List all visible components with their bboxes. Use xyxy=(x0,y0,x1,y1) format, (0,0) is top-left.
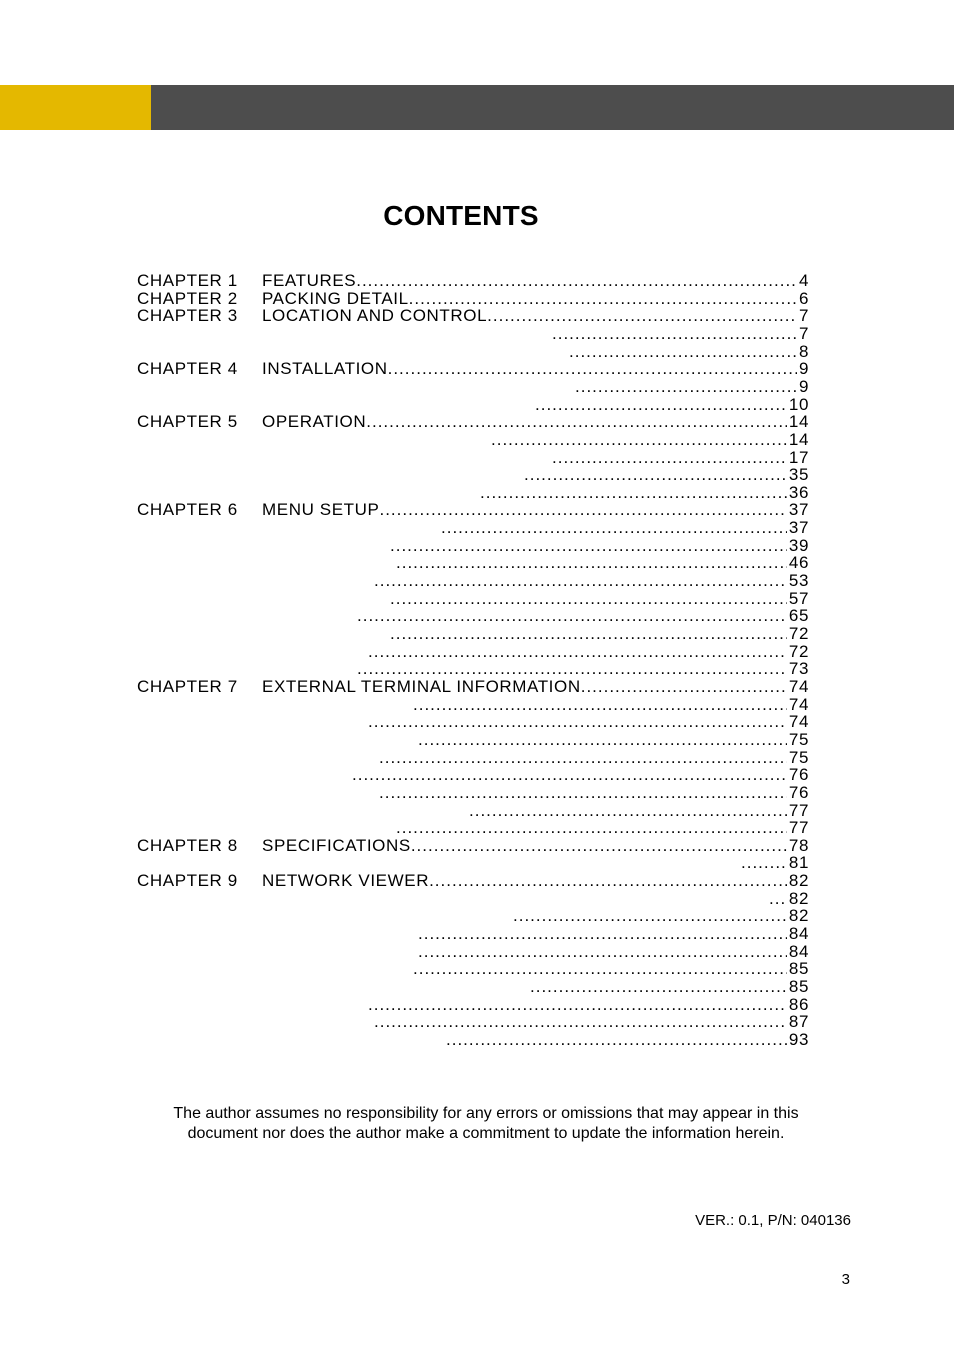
toc-page-number: 36 xyxy=(788,482,809,502)
toc-title: PACKING DETAIL xyxy=(262,288,409,308)
toc-page-number: 81 xyxy=(788,853,809,873)
toc-page-number: 35 xyxy=(788,465,809,485)
toc-page-number: 77 xyxy=(788,818,809,838)
toc-chapter-label: CHAPTER 2 xyxy=(137,288,238,308)
toc-entry[interactable] xyxy=(137,307,809,325)
toc-dot-leader xyxy=(368,996,787,1014)
toc-chapter-label: CHAPTER 6 xyxy=(137,500,238,520)
toc-page-number: 87 xyxy=(788,1012,809,1032)
toc-page-number: 86 xyxy=(788,994,809,1014)
toc-dot-leader xyxy=(366,413,787,431)
disclaimer xyxy=(120,1104,852,1144)
toc-page-number: 85 xyxy=(788,977,809,996)
toc-entry[interactable] xyxy=(352,766,809,784)
toc-page-number: 8 xyxy=(798,341,809,361)
toc-dot-leader xyxy=(487,307,797,325)
toc-dot-leader xyxy=(357,660,787,678)
toc-page-number: 82 xyxy=(788,871,809,891)
toc-title: MENU SETUP xyxy=(262,500,380,520)
toc-page-number: 57 xyxy=(788,588,809,608)
toc-entry[interactable] xyxy=(396,554,809,572)
toc-page-number: 82 xyxy=(788,888,809,908)
toc-chapter-label: CHAPTER 7 xyxy=(137,676,238,696)
toc-dot-leader xyxy=(441,519,787,537)
toc-dot-leader xyxy=(513,907,787,925)
toc-dot-leader xyxy=(379,749,787,767)
toc-dot-leader xyxy=(569,343,797,361)
toc-dot-leader xyxy=(491,431,787,449)
toc-entry[interactable] xyxy=(390,625,809,643)
toc-page-number: 74 xyxy=(788,712,809,732)
toc-entry[interactable] xyxy=(368,713,809,731)
toc-page-number: 77 xyxy=(788,800,809,820)
page-number: 3 xyxy=(841,1271,850,1288)
toc-page-number: 84 xyxy=(788,924,809,944)
toc-chapter-label: CHAPTER 4 xyxy=(137,359,238,379)
toc-entry[interactable] xyxy=(769,890,809,908)
toc-dot-leader xyxy=(352,766,787,784)
version-info: VER.: 0.1, P/N: 040136 xyxy=(695,1212,851,1229)
toc-dot-leader xyxy=(429,872,787,890)
toc-page-number: 46 xyxy=(788,553,809,573)
toc-page-number: 93 xyxy=(788,1029,809,1049)
toc-page-number: 6 xyxy=(798,288,809,308)
toc-dot-leader xyxy=(413,696,787,714)
toc-dot-leader xyxy=(418,943,787,961)
toc-page-number: 14 xyxy=(788,412,809,432)
toc-title: NETWORK VIEWER xyxy=(262,871,430,891)
toc-page-number: 82 xyxy=(788,906,809,926)
toc-entry[interactable] xyxy=(137,413,809,431)
toc-entry[interactable] xyxy=(396,819,809,837)
toc-entry[interactable] xyxy=(374,1013,809,1031)
toc-entry[interactable] xyxy=(491,431,809,449)
toc-entry[interactable] xyxy=(552,449,809,467)
toc-page-number: 78 xyxy=(788,835,809,855)
toc-page-number: 53 xyxy=(788,571,809,591)
toc-page-number: 65 xyxy=(788,606,809,626)
toc-dot-leader xyxy=(446,1031,787,1049)
toc-title: SPECIFICATIONS xyxy=(262,835,411,855)
disclaimer-line: document nor does the author make a commitment to update the information herein. xyxy=(187,1125,785,1142)
toc-entry[interactable] xyxy=(374,572,809,590)
toc-dot-leader xyxy=(368,713,787,731)
toc-entry[interactable] xyxy=(741,854,809,872)
toc-dot-leader xyxy=(552,449,787,467)
toc-chapter-label: CHAPTER 3 xyxy=(137,306,238,326)
toc-dot-leader xyxy=(581,678,787,696)
toc-entry[interactable] xyxy=(575,378,809,396)
toc-page-number: 10 xyxy=(788,394,809,414)
toc-entry[interactable] xyxy=(530,978,809,996)
toc-dot-leader xyxy=(374,1013,787,1031)
toc-dot-leader xyxy=(530,978,787,996)
toc-entry[interactable] xyxy=(368,643,809,661)
toc-page-number: 7 xyxy=(798,306,809,326)
toc-dot-leader xyxy=(396,554,787,572)
toc-entry[interactable] xyxy=(137,272,809,290)
toc-entry[interactable] xyxy=(368,996,809,1014)
toc-entry[interactable] xyxy=(418,925,809,943)
toc-entry[interactable] xyxy=(524,466,809,484)
toc-page-number: 14 xyxy=(788,429,809,449)
toc-page-number: 76 xyxy=(788,765,809,785)
toc-dot-leader xyxy=(390,625,787,643)
toc-dot-leader xyxy=(480,484,787,502)
toc-page-number: 39 xyxy=(788,535,809,555)
toc-dot-leader xyxy=(741,854,787,872)
toc-title: INSTALLATION xyxy=(262,359,388,379)
toc-dot-leader xyxy=(418,925,787,943)
toc-page-number: 9 xyxy=(798,376,809,396)
toc-dot-leader xyxy=(413,960,787,978)
toc-dot-leader xyxy=(535,396,787,414)
toc-entry[interactable] xyxy=(418,731,809,749)
toc-dot-leader xyxy=(388,360,797,378)
toc-page-number: 75 xyxy=(788,729,809,749)
toc-page-number: 84 xyxy=(788,941,809,961)
toc-dot-leader xyxy=(418,731,787,749)
toc-entry[interactable] xyxy=(137,872,809,890)
toc-page-number: 72 xyxy=(788,641,809,661)
toc-page-number: 73 xyxy=(788,659,809,679)
toc-entry[interactable] xyxy=(379,784,809,802)
toc-entry[interactable] xyxy=(446,1031,809,1049)
toc-entry[interactable] xyxy=(137,678,809,696)
toc-dot-leader xyxy=(390,537,787,555)
toc-entry[interactable] xyxy=(413,696,809,714)
page-title: CONTENTS xyxy=(383,200,539,231)
toc-page-number: 9 xyxy=(798,359,809,379)
toc-entry[interactable] xyxy=(137,837,809,855)
toc-dot-leader xyxy=(409,290,797,308)
toc-entry[interactable] xyxy=(390,590,809,608)
disclaimer-line: The author assumes no responsibility for any errors or omissions that may appear in this xyxy=(173,1105,799,1122)
toc-page-number: 17 xyxy=(788,447,809,467)
toc-dot-leader xyxy=(524,466,787,484)
toc-title: OPERATION xyxy=(262,412,367,432)
toc-page-number: 74 xyxy=(788,676,809,696)
toc-dot-leader xyxy=(368,643,787,661)
toc-chapter-label: CHAPTER 9 xyxy=(137,871,238,891)
toc-dot-leader xyxy=(396,819,787,837)
toc-dot-leader xyxy=(390,590,787,608)
toc-entry[interactable] xyxy=(480,484,809,502)
toc-title: FEATURES xyxy=(262,271,357,290)
toc-dot-leader xyxy=(356,272,797,290)
toc-chapter-label: CHAPTER 8 xyxy=(137,835,238,855)
toc-entry[interactable] xyxy=(137,360,809,378)
toc-page-number: 37 xyxy=(788,500,809,520)
toc-title: EXTERNAL TERMINAL INFORMATION xyxy=(262,676,581,696)
toc-dot-leader xyxy=(357,607,787,625)
toc-chapter-label: CHAPTER 1 xyxy=(137,271,238,290)
toc-entry[interactable] xyxy=(379,749,809,767)
toc-entry[interactable] xyxy=(357,660,809,678)
toc-page-number: 7 xyxy=(798,323,809,343)
toc-dot-leader xyxy=(769,890,787,908)
toc-dot-leader xyxy=(575,378,797,396)
toc-dot-leader xyxy=(552,325,797,343)
toc-page-number: 37 xyxy=(788,518,809,538)
toc-page-number: 4 xyxy=(798,271,809,290)
toc-dot-leader xyxy=(374,572,787,590)
toc-page-number: 75 xyxy=(788,747,809,767)
toc-entry[interactable] xyxy=(569,343,809,361)
toc-entry[interactable] xyxy=(513,907,809,925)
toc-page-number: 74 xyxy=(788,694,809,714)
toc-dot-leader xyxy=(411,837,787,855)
toc-page-number: 76 xyxy=(788,782,809,802)
toc-entry[interactable] xyxy=(137,501,809,519)
toc-chapter-label: CHAPTER 5 xyxy=(137,412,238,432)
toc-page-number: 85 xyxy=(788,959,809,979)
toc-entry[interactable] xyxy=(418,943,809,961)
toc-entry[interactable] xyxy=(552,325,809,343)
toc-entry[interactable] xyxy=(469,802,809,820)
toc-entry[interactable] xyxy=(413,960,809,978)
toc-dot-leader xyxy=(469,802,787,820)
toc-entry[interactable] xyxy=(441,519,809,537)
toc-dot-leader xyxy=(379,501,786,519)
toc-entry[interactable] xyxy=(137,290,809,308)
toc-title: LOCATION AND CONTROL xyxy=(262,306,488,326)
toc-dot-leader xyxy=(379,784,787,802)
toc-page-number: 72 xyxy=(788,624,809,643)
toc-entry[interactable] xyxy=(535,396,809,414)
toc-entry[interactable] xyxy=(357,607,809,625)
toc-entry[interactable] xyxy=(390,537,809,555)
